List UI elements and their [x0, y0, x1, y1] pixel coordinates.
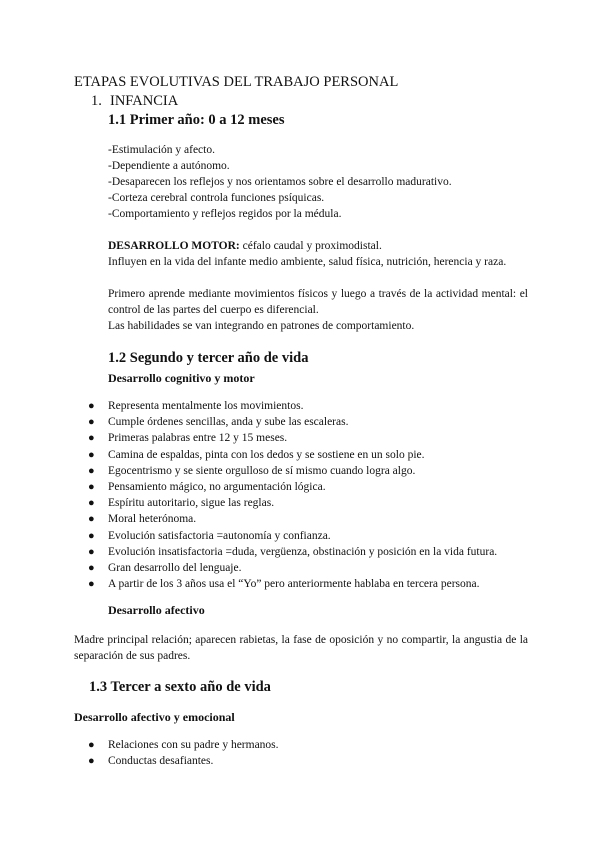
bullet-icon: ●: [88, 400, 95, 412]
motor-development-line: [108, 238, 382, 254]
list-item: ● Primeras palabras entre 12 y 15 meses.: [88, 432, 288, 445]
paragraph-learning: Primero aprende mediante movimientos físicos y luego a través de la actividad mental: el control de las partes del cuerpo es diferencial.: [108, 288, 528, 316]
bullet-icon: ●: [88, 448, 95, 461]
bullet-icon: ●: [88, 561, 95, 574]
bullet-icon: ●: [88, 513, 95, 526]
list-item: ● A partir de los 3 años usa el “Yo” pero anteriormente hablaba en tercera persona.: [88, 578, 480, 591]
section-1-1-heading: 1.1 Primer año: 0 a 12 meses: [108, 112, 285, 128]
bullet-icon: ●: [88, 545, 95, 558]
bullet-icon: ●: [88, 739, 95, 751]
list-item: -Desaparecen los reflejos y nos orientamos sobre el desarrollo madurativo.: [108, 176, 452, 188]
bullet-icon: ●: [88, 416, 95, 429]
list-item: -Comportamiento y reflejos regidos por la médula.: [108, 208, 342, 220]
bullet-icon: ●: [88, 464, 95, 477]
section-1-2-heading: 1.2 Segundo y tercer año de vida: [108, 350, 309, 366]
list-item: ● Evolución insatisfactoria =duda, vergüenza, obstinación y posición en la vida futura.: [88, 545, 498, 558]
list-item: ● Representa mentalmente los movimientos.: [88, 400, 304, 412]
section-1-heading: INFANCIA: [110, 93, 179, 109]
affective-emotional-list: [88, 737, 279, 769]
bullet-icon: ●: [88, 432, 95, 445]
paragraph-skills: Las habilidades se van integrando en patrones de comportamiento.: [108, 320, 415, 332]
list-item: -Dependiente a autónomo.: [108, 160, 230, 172]
list-item: ● Pensamiento mágico, no argumentación lógica.: [88, 480, 326, 493]
list-item: ● Espíritu autoritario, sigue las reglas.: [88, 497, 275, 510]
document-title: ETAPAS EVOLUTIVAS DEL TRABAJO PERSONAL: [74, 74, 399, 90]
motor-development-label: DESARROLLO MOTOR:: [108, 240, 240, 252]
bullet-icon: ●: [88, 578, 95, 591]
list-item: ● Gran desarrollo del lenguaje.: [88, 561, 242, 574]
section-1-3-heading: 1.3 Tercer a sexto año de vida: [89, 679, 271, 695]
affective-development-heading: Desarrollo afectivo: [108, 603, 205, 617]
affective-paragraph: Madre principal relación; aparecen rabietas, la fase de oposición y no compartir, la angustia de la separación de sus padres.: [74, 634, 528, 662]
section-1-3-subheading: Desarrollo afectivo y emocional: [74, 710, 235, 724]
list-item: ● Camina de espaldas, pinta con los dedos y se sostiene en un solo pie.: [88, 448, 425, 461]
paragraph-influences: Influyen en la vida del infante medio ambiente, salud física, nutrición, herencia y raza.: [108, 256, 507, 268]
bullet-icon: ●: [88, 529, 95, 542]
list-item: -Estimulación y afecto.: [108, 144, 215, 156]
list-item: ● Moral heterónoma.: [88, 513, 197, 526]
list-item: ● Evolución satisfactoria =autonomía y confianza.: [88, 529, 331, 542]
list-item: ● Cumple órdenes sencillas, anda y sube las escaleras.: [88, 416, 349, 429]
list-item: ● Conductas desafiantes.: [88, 755, 214, 768]
bullet-icon: ●: [88, 480, 95, 493]
cognitive-motor-list: [88, 398, 497, 592]
section-1-2-subheading: Desarrollo cognitivo y motor: [108, 371, 255, 385]
list-item: -Corteza cerebral controla funciones psíquicas.: [108, 192, 325, 204]
list-item: ● Egocentrismo y se siente orgulloso de sí mismo cuando logra algo.: [88, 464, 416, 477]
bullet-icon: ●: [88, 497, 95, 510]
motor-development-text: céfalo caudal y proximodistal.: [239, 240, 382, 252]
section-1-number: 1.: [91, 93, 102, 109]
bullet-icon: ●: [88, 755, 95, 768]
list-item: ● Relaciones con su padre y hermanos.: [88, 739, 279, 751]
